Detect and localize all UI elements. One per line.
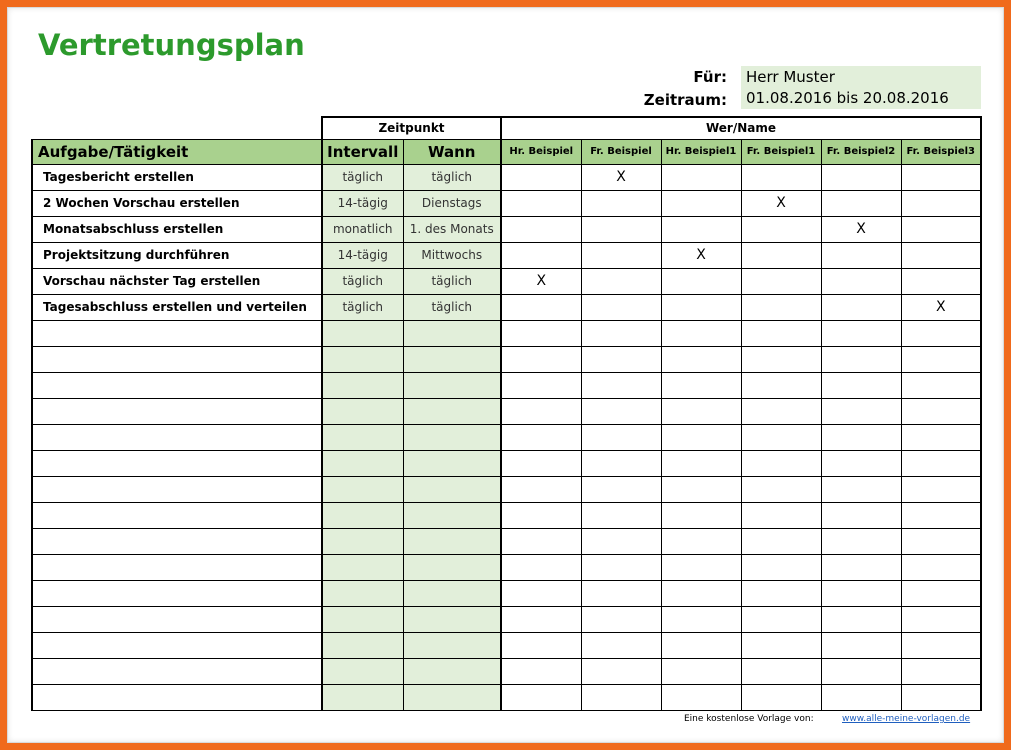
assignment-cell[interactable] [661,658,741,684]
assignment-cell[interactable]: X [501,268,581,294]
assignment-cell[interactable] [661,268,741,294]
assignment-cell[interactable] [741,606,821,632]
assignment-cell[interactable] [501,658,581,684]
header-person-3: Hr. Beispiel1 [661,139,741,164]
assignment-cell[interactable] [821,242,901,268]
task-cell[interactable]: Tagesbericht erstellen [32,164,322,190]
task-cell[interactable] [32,632,322,658]
assignment-cell[interactable] [821,528,901,554]
group-wer-name: Wer/Name [501,117,981,139]
assignment-cell[interactable] [661,606,741,632]
assignment-cell[interactable] [821,450,901,476]
assignment-cell[interactable] [581,398,661,424]
group-zeitpunkt: Zeitpunkt [322,117,501,139]
wann-cell[interactable] [403,450,501,476]
assignment-cell[interactable] [501,424,581,450]
assignment-cell[interactable] [821,502,901,528]
intervall-cell[interactable] [322,372,403,398]
assignment-cell[interactable] [581,190,661,216]
header-wann: Wann [403,139,501,164]
fuer-label: Für: [693,68,727,86]
assignment-cell[interactable] [741,398,821,424]
assignment-cell[interactable] [901,346,981,372]
task-cell[interactable] [32,398,322,424]
wann-cell[interactable]: täglich [403,294,501,320]
assignment-cell[interactable] [661,294,741,320]
wann-cell[interactable] [403,372,501,398]
intervall-cell[interactable]: 14-tägig [322,242,403,268]
header-task: Aufgabe/Tätigkeit [32,139,322,164]
wann-cell[interactable] [403,528,501,554]
assignment-cell[interactable] [821,580,901,606]
assignment-cell[interactable] [741,632,821,658]
task-cell[interactable]: Tagesabschluss erstellen und verteilen [32,294,322,320]
assignment-cell[interactable]: X [581,164,661,190]
assignment-cell[interactable] [661,398,741,424]
wann-cell[interactable] [403,398,501,424]
assignment-cell[interactable] [741,502,821,528]
assignment-cell[interactable] [661,580,741,606]
assignment-cell[interactable]: X [741,190,821,216]
intervall-cell[interactable] [322,658,403,684]
intervall-cell[interactable]: täglich [322,294,403,320]
assignment-cell[interactable] [581,268,661,294]
assignment-cell[interactable] [901,424,981,450]
assignment-cell[interactable] [821,658,901,684]
assignment-cell[interactable] [741,268,821,294]
task-cell[interactable] [32,658,322,684]
assignment-cell[interactable] [901,268,981,294]
assignment-cell[interactable] [741,684,821,710]
table-row [32,528,981,554]
assignment-cell[interactable] [661,190,741,216]
header-person-1: Hr. Beispiel [501,139,581,164]
header-person-2: Fr. Beispiel [581,139,661,164]
page-title: Vertretungsplan [38,28,305,62]
task-cell[interactable] [32,528,322,554]
assignment-cell[interactable] [581,372,661,398]
assignment-cell[interactable]: X [901,294,981,320]
task-cell[interactable] [32,320,322,346]
assignment-cell[interactable] [661,346,741,372]
table-row [32,424,981,450]
task-cell[interactable] [32,424,322,450]
assignment-cell[interactable] [501,684,581,710]
wann-cell[interactable]: Mittwochs [403,242,501,268]
assignment-cell[interactable]: X [661,242,741,268]
intervall-cell[interactable]: monatlich [322,216,403,242]
assignment-cell[interactable]: X [821,216,901,242]
assignment-cell[interactable] [741,424,821,450]
assignment-cell[interactable] [661,320,741,346]
assignment-cell[interactable] [581,684,661,710]
table-row [32,658,981,684]
plan-table [31,116,982,711]
intervall-cell[interactable]: 14-tägig [322,190,403,216]
task-cell[interactable]: Projektsitzung durchführen [32,242,322,268]
assignment-cell[interactable] [501,554,581,580]
table-row [32,502,981,528]
assignment-cell[interactable] [901,398,981,424]
assignment-cell[interactable] [901,580,981,606]
wann-cell[interactable] [403,606,501,632]
table-row [32,346,981,372]
table-row [32,294,981,320]
assignment-cell[interactable] [821,164,901,190]
wann-cell[interactable] [403,346,501,372]
assignment-cell[interactable] [581,320,661,346]
assignment-cell[interactable] [901,450,981,476]
footer-link[interactable]: www.alle-meine-vorlagen.de [842,714,971,724]
table-row [32,450,981,476]
intervall-cell[interactable] [322,476,403,502]
assignment-cell[interactable] [501,632,581,658]
assignment-cell[interactable] [661,424,741,450]
wann-cell[interactable]: 1. des Monats [403,216,501,242]
assignment-cell[interactable] [661,372,741,398]
task-cell[interactable] [32,502,322,528]
assignment-cell[interactable] [501,164,581,190]
assignment-cell[interactable] [501,606,581,632]
table-row [32,398,981,424]
table-row [32,216,981,242]
assignment-cell[interactable] [821,346,901,372]
assignment-cell[interactable] [501,216,581,242]
assignment-cell[interactable] [581,580,661,606]
intervall-cell[interactable] [322,684,403,710]
task-cell[interactable]: Vorschau nächster Tag erstellen [32,268,322,294]
task-cell[interactable] [32,476,322,502]
assignment-cell[interactable] [821,372,901,398]
intervall-cell[interactable] [322,398,403,424]
assignment-cell[interactable] [501,372,581,398]
table-row [32,320,981,346]
assignment-cell[interactable] [821,606,901,632]
intervall-cell[interactable] [322,450,403,476]
task-cell[interactable] [32,606,322,632]
assignment-cell[interactable] [901,164,981,190]
zeitraum-label: Zeitraum: [643,91,727,109]
assignment-cell[interactable] [901,242,981,268]
assignment-cell[interactable] [661,554,741,580]
assignment-cell[interactable] [581,450,661,476]
assignment-cell[interactable] [581,658,661,684]
wann-cell[interactable] [403,658,501,684]
assignment-cell[interactable] [501,294,581,320]
column-header-row [32,139,981,164]
assignment-cell[interactable] [741,294,821,320]
task-cell[interactable]: 2 Wochen Vorschau erstellen [32,190,322,216]
intervall-cell[interactable] [322,502,403,528]
task-cell[interactable] [32,450,322,476]
assignment-cell[interactable] [661,476,741,502]
assignment-cell[interactable] [661,450,741,476]
assignment-cell[interactable] [661,632,741,658]
assignment-cell[interactable] [741,372,821,398]
assignment-cell[interactable] [581,346,661,372]
intervall-cell[interactable] [322,320,403,346]
assignment-cell[interactable] [741,580,821,606]
assignment-cell[interactable] [661,684,741,710]
group-header-row [32,117,981,139]
assignment-cell[interactable] [741,450,821,476]
assignment-cell[interactable] [661,528,741,554]
assignment-cell[interactable] [821,268,901,294]
task-cell[interactable] [32,580,322,606]
assignment-cell[interactable] [661,164,741,190]
assignment-cell[interactable] [901,476,981,502]
assignment-cell[interactable] [501,320,581,346]
assignment-cell[interactable] [821,320,901,346]
assignment-cell[interactable] [501,502,581,528]
assignment-cell[interactable] [901,606,981,632]
header-intervall: Intervall [322,139,403,164]
task-cell[interactable] [32,346,322,372]
assignment-cell[interactable] [661,216,741,242]
assignment-cell[interactable] [821,424,901,450]
assignment-cell[interactable] [821,398,901,424]
zeitraum-value-cell[interactable]: 01.08.2016 bis 20.08.2016 [741,87,981,109]
header-person-4: Fr. Beispiel1 [741,139,821,164]
task-cell[interactable] [32,684,322,710]
task-cell[interactable] [32,372,322,398]
assignment-cell[interactable] [741,476,821,502]
assignment-cell[interactable] [501,580,581,606]
assignment-cell[interactable] [501,242,581,268]
assignment-cell[interactable] [501,190,581,216]
task-cell[interactable]: Monatsabschluss erstellen [32,216,322,242]
wann-cell[interactable] [403,684,501,710]
wann-cell[interactable]: täglich [403,164,501,190]
assignment-cell[interactable] [741,164,821,190]
assignment-cell[interactable] [741,242,821,268]
table-row [32,242,981,268]
table-row [32,476,981,502]
assignment-cell[interactable] [581,606,661,632]
intervall-cell[interactable] [322,424,403,450]
assignment-cell[interactable] [901,190,981,216]
assignment-cell[interactable] [821,684,901,710]
group-header-spacer [32,117,322,139]
assignment-cell[interactable] [741,320,821,346]
fuer-value-cell[interactable]: Herr Muster [741,66,981,88]
assignment-cell[interactable] [741,346,821,372]
assignment-cell[interactable] [821,554,901,580]
table-row [32,268,981,294]
intervall-cell[interactable] [322,580,403,606]
assignment-cell[interactable] [581,476,661,502]
table-row [32,164,981,190]
intervall-cell[interactable] [322,346,403,372]
wann-cell[interactable] [403,320,501,346]
spreadsheet-sheet [7,7,1004,743]
assignment-cell[interactable] [901,684,981,710]
header-person-5: Fr. Beispiel2 [821,139,901,164]
assignment-cell[interactable] [821,190,901,216]
assignment-cell[interactable] [821,476,901,502]
assignment-cell[interactable] [741,216,821,242]
table-row [32,606,981,632]
assignment-cell[interactable] [581,502,661,528]
assignment-cell[interactable] [901,320,981,346]
assignment-cell[interactable] [501,346,581,372]
footer-text: Eine kostenlose Vorlage von: [684,714,814,724]
assignment-cell[interactable] [501,528,581,554]
assignment-cell[interactable] [501,476,581,502]
wann-cell[interactable] [403,502,501,528]
assignment-cell[interactable] [741,658,821,684]
assignment-cell[interactable] [581,216,661,242]
assignment-cell[interactable] [821,294,901,320]
assignment-cell[interactable] [581,554,661,580]
table-row [32,190,981,216]
wann-cell[interactable]: Dienstags [403,190,501,216]
assignment-cell[interactable] [901,632,981,658]
task-cell[interactable] [32,554,322,580]
assignment-cell[interactable] [901,528,981,554]
assignment-cell[interactable] [741,528,821,554]
wann-cell[interactable] [403,580,501,606]
assignment-cell[interactable] [581,242,661,268]
assignment-cell[interactable] [821,632,901,658]
assignment-cell[interactable] [901,658,981,684]
assignment-cell[interactable] [581,528,661,554]
wann-cell[interactable] [403,476,501,502]
intervall-cell[interactable] [322,554,403,580]
intervall-cell[interactable]: täglich [322,164,403,190]
table-row [32,372,981,398]
assignment-cell[interactable] [901,502,981,528]
intervall-cell[interactable] [322,528,403,554]
table-row [32,580,981,606]
wann-cell[interactable] [403,632,501,658]
intervall-cell[interactable]: täglich [322,268,403,294]
assignment-cell[interactable] [581,424,661,450]
table-row [32,684,981,710]
wann-cell[interactable] [403,554,501,580]
assignment-cell[interactable] [501,450,581,476]
table-row [32,554,981,580]
wann-cell[interactable] [403,424,501,450]
assignment-cell[interactable] [581,294,661,320]
assignment-cell[interactable] [901,216,981,242]
header-person-6: Fr. Beispiel3 [901,139,981,164]
assignment-cell[interactable] [741,554,821,580]
intervall-cell[interactable] [322,606,403,632]
assignment-cell[interactable] [901,554,981,580]
wann-cell[interactable]: täglich [403,268,501,294]
assignment-cell[interactable] [581,632,661,658]
assignment-cell[interactable] [501,398,581,424]
table-row [32,632,981,658]
intervall-cell[interactable] [322,632,403,658]
assignment-cell[interactable] [661,502,741,528]
assignment-cell[interactable] [901,372,981,398]
